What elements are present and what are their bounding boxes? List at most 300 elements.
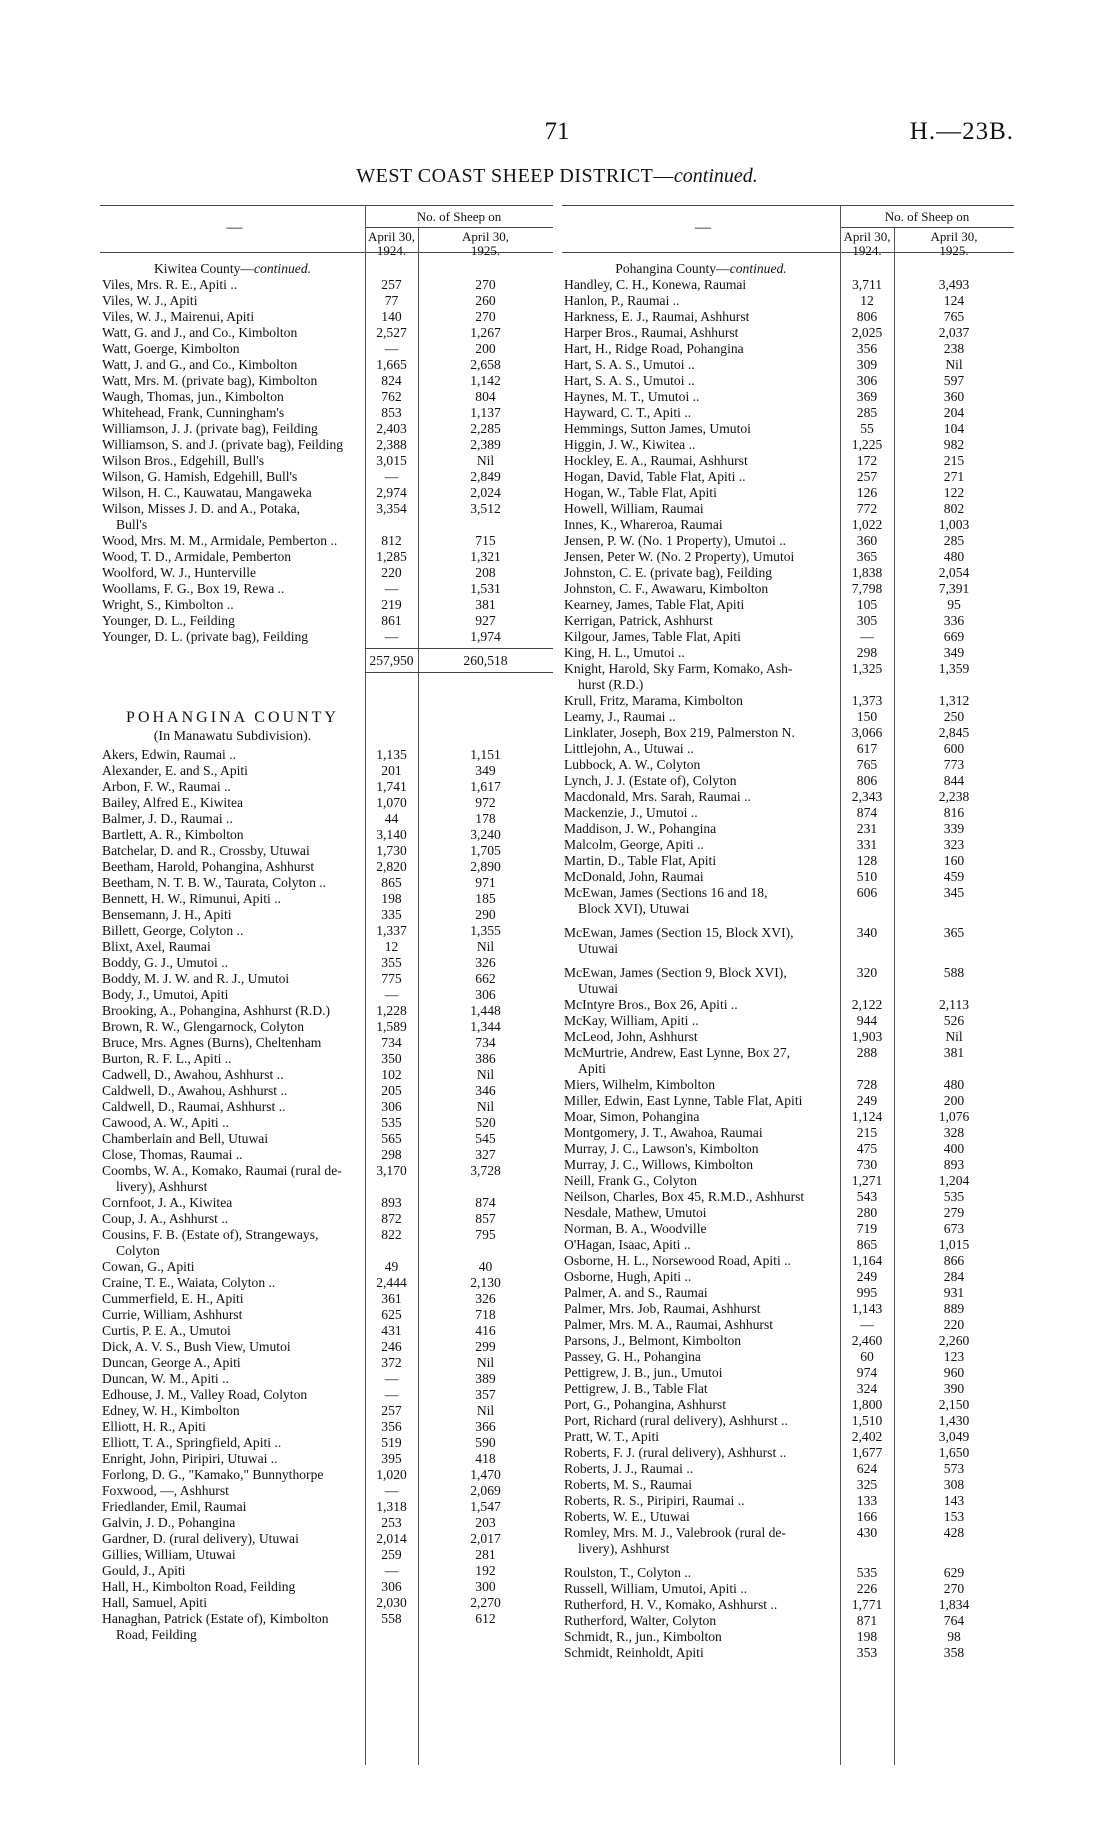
pohangina-row-1924: 1,741 — [376, 779, 407, 794]
pohangina-cont-row-1924: 215 — [856, 1125, 878, 1140]
kiwitea-row — [100, 277, 553, 293]
pohangina-row-1924: 246 — [381, 1339, 402, 1354]
pohangina-row-1925: 366 — [475, 1419, 496, 1434]
pohangina-cont-row-1924: 133 — [856, 1493, 878, 1508]
pohangina-cont-row-1924: 1,510 — [851, 1413, 883, 1428]
pohangina-cont-row-name: McDonald, John, Raumai — [564, 869, 704, 884]
pohangina-cont-row-1924: 2,122 — [851, 997, 883, 1012]
pohangina-cont-row — [562, 501, 1014, 517]
kiwitea-row — [100, 437, 553, 453]
kiwitea-row-name: Wilson, G. Hamish, Edgehill, Bull's — [102, 469, 298, 484]
kiwitea-row-1925: 1,142 — [470, 373, 501, 388]
pohangina-cont-row — [562, 309, 1014, 325]
pohangina-row-1924: 49 — [384, 1259, 399, 1274]
kiwitea-row-name: Whitehead, Frank, Cunningham's — [102, 405, 285, 420]
pohangina-row-1925: 795 — [475, 1227, 496, 1242]
pohangina-cont-row — [562, 1645, 1014, 1661]
pohangina-cont-row-name: Miller, Edwin, East Lynne, Table Flat, Apiti — [564, 1093, 803, 1108]
pohangina-cont-row-1924: 55 — [860, 421, 874, 436]
pohangina-cont-row — [562, 821, 1014, 837]
pohangina-cont-row-1924: 974 — [856, 1365, 878, 1380]
pohangina-row — [100, 1563, 553, 1579]
pohangina-row — [100, 1003, 553, 1019]
pohangina-row-name: Friedlander, Emil, Raumai — [102, 1499, 247, 1514]
pohangina-row-1924: 372 — [381, 1355, 402, 1370]
kiwitea-row-name: Woollams, F. G., Box 19, Rewa .. — [102, 581, 285, 596]
pohangina-cont-row — [562, 565, 1014, 581]
pohangina-cont-row — [562, 1253, 1014, 1269]
pohangina-cont-row-1925: 1,015 — [938, 1237, 970, 1252]
pohangina-row-1924: — — [384, 1371, 399, 1386]
pohangina-cont-row-1924: 475 — [856, 1141, 878, 1156]
pohangina-cont-row-name: Port, G., Pohangina, Ashhurst — [564, 1397, 726, 1412]
pohangina-cont-row-1924: 995 — [856, 1285, 878, 1300]
kiwitea-row-1925: 1,267 — [470, 325, 501, 340]
pohangina-cont-row — [562, 613, 1014, 629]
pohangina-cont-row-1924: 231 — [856, 821, 878, 836]
pohangina-row-1925: 192 — [475, 1563, 496, 1578]
pohangina-cont-row — [562, 1613, 1014, 1629]
pohangina-row-1925: 300 — [475, 1579, 496, 1594]
pohangina-cont-row-1925: 1,430 — [938, 1413, 970, 1428]
pohangina-row-1924: 198 — [381, 891, 402, 906]
pohangina-row-1924: 355 — [381, 955, 402, 970]
kiwitea-row — [100, 517, 553, 533]
pohangina-cont-row-1925: Nil — [945, 1029, 963, 1044]
pohangina-cont-row-1924: 1,677 — [851, 1445, 883, 1460]
kiwitea-heading-continued: continued. — [254, 261, 312, 276]
kiwitea-row-1924: 2,388 — [376, 437, 407, 452]
kiwitea-row-1925: 2,285 — [470, 421, 501, 436]
pohangina-row-1924: 2,820 — [376, 859, 407, 874]
pohangina-cont-row-1924: 2,025 — [851, 325, 883, 340]
pohangina-cont-row-1925: 573 — [943, 1461, 965, 1476]
pohangina-cont-row — [562, 1013, 1014, 1029]
pohangina-row — [100, 747, 553, 763]
pohangina-cont-row-1924: 1,903 — [851, 1029, 883, 1044]
page-number: 71 — [544, 118, 570, 145]
pohangina-cont-row-1925: 153 — [943, 1509, 965, 1524]
pohangina-row-name: Caldwell, D., Awahou, Ashhurst .. — [102, 1083, 288, 1098]
kiwitea-row-1925: 1,531 — [470, 581, 501, 596]
pohangina-row-1924: 431 — [381, 1323, 402, 1338]
pohangina-cont-row-name: King, H. L., Umutoi .. — [564, 645, 685, 660]
pohangina-cont-row-1925: 1,003 — [938, 517, 970, 532]
pohangina-row-name: Alexander, E. and S., Apiti — [102, 763, 248, 778]
pohangina-row — [100, 1291, 553, 1307]
pohangina-cont-row — [562, 757, 1014, 773]
pohangina-cont-row-1924: 3,066 — [851, 725, 883, 740]
pohangina-row-1925: 185 — [475, 891, 496, 906]
kiwitea-row-1924: — — [384, 469, 399, 484]
pohangina-cont-row-1924: 305 — [856, 613, 878, 628]
pohangina-cont-row-1924: 944 — [856, 1013, 878, 1028]
pohangina-cont-row-name: Port, Richard (rural delivery), Ashhurst .. — [564, 1413, 788, 1428]
pohangina-cont-row-1925: 400 — [943, 1141, 965, 1156]
pohangina-cont-row-1924: 865 — [856, 1237, 878, 1252]
pohangina-cont-row-name: Handley, C. H., Konewa, Raumai — [564, 277, 747, 292]
pohangina-cont-row-name: Rutherford, Walter, Colyton — [564, 1613, 717, 1628]
pohangina-cont-row-1925: 669 — [943, 629, 965, 644]
pohangina-cont-row-name: Hemmings, Sutton James, Umutoi — [564, 421, 751, 436]
pohangina-cont-row — [562, 357, 1014, 373]
pohangina-row-name: Caldwell, D., Raumai, Ashhurst .. — [102, 1099, 286, 1114]
pohangina-cont-row — [562, 741, 1014, 757]
pohangina-row — [100, 1595, 553, 1611]
pohangina-row-name: Close, Thomas, Raumai .. — [102, 1147, 243, 1162]
pohangina-cont-row-1924: 624 — [856, 1461, 878, 1476]
pohangina-row-1924: — — [384, 1483, 399, 1498]
kiwitea-row-name: Williamson, S. and J. (private bag), Feilding — [102, 437, 344, 452]
pohangina-cont-row-name: Macdonald, Mrs. Sarah, Raumai .. — [564, 789, 751, 804]
pohangina-row-name: Chamberlain and Bell, Utuwai — [102, 1131, 269, 1146]
kiwitea-heading — [100, 261, 365, 277]
pohangina-cont-row-1925: 982 — [943, 437, 965, 452]
pohangina-cont-row-1925: 1,359 — [938, 661, 970, 676]
pohangina-cont-row-1924: — — [860, 629, 874, 644]
kiwitea-row-name: Viles, W. J., Apiti — [102, 293, 198, 308]
total-rule — [365, 648, 553, 649]
kiwitea-row — [100, 549, 553, 565]
pohangina-row-name: Bensemann, J. H., Apiti — [102, 907, 232, 922]
pohangina-row — [100, 1355, 553, 1371]
pohangina-cont-row-name: McKay, William, Apiti .. — [564, 1013, 699, 1028]
pohangina-cont-row-name: McEwan, James (Section 9, Block XVI), — [564, 965, 787, 980]
kiwitea-row-1925: 2,849 — [470, 469, 501, 484]
pohangina-cont-row-1924: 249 — [856, 1093, 878, 1108]
pohangina-row-name: Boddy, G. J., Umutoi .. — [102, 955, 229, 970]
header-group: No. of Sheep on — [416, 209, 502, 224]
pohangina-row-name: Coup, J. A., Ashhurst .. — [102, 1211, 229, 1226]
pohangina-cont-row-name: Roberts, W. E., Utuwai — [564, 1509, 690, 1524]
pohangina-cont-row — [562, 1525, 1014, 1541]
pohangina-cont-row — [562, 1629, 1014, 1645]
pohangina-cont-row-name: Higgin, J. W., Kiwitea .. — [564, 437, 696, 452]
pohangina-row-1925: 357 — [475, 1387, 496, 1402]
kiwitea-row — [100, 629, 553, 645]
pohangina-cont-row-1924: 105 — [856, 597, 878, 612]
pohangina-cont-row-1925: 3,049 — [938, 1429, 970, 1444]
pohangina-row-name: Blixt, Axel, Raumai — [102, 939, 211, 954]
pohangina-cont-row — [562, 645, 1014, 661]
pohangina-cont-row-name: Johnston, C. E. (private bag), Feilding — [564, 565, 773, 580]
pohangina-cont-row — [562, 1093, 1014, 1109]
pohangina-cont-row — [562, 1349, 1014, 1365]
pohangina-row-1924: 519 — [381, 1435, 402, 1450]
pohangina-cont-row — [562, 421, 1014, 437]
pohangina-cont-row-1925: 345 — [943, 885, 965, 900]
pohangina-cont-row-1924: 806 — [856, 309, 878, 324]
pohangina-cont-row — [562, 709, 1014, 725]
pohangina-cont-row — [562, 1509, 1014, 1525]
pohangina-row-name: Currie, William, Ashhurst — [102, 1307, 243, 1322]
pohangina-cont-row-name: Roberts, F. J. (rural delivery), Ashhurst .. — [564, 1445, 787, 1460]
pohangina-row-1925: 2,130 — [470, 1275, 501, 1290]
pohangina-cont-row-1925: 95 — [947, 597, 961, 612]
pohangina-row — [100, 1307, 553, 1323]
pohangina-cont-row-name: Kearney, James, Table Flat, Apiti — [564, 597, 745, 612]
pohangina-row-1924: 1,228 — [376, 1003, 407, 1018]
pohangina-cont-row-1925: 2,037 — [938, 325, 970, 340]
pohangina-row-1925: 3,240 — [470, 827, 501, 842]
pohangina-row — [100, 1547, 553, 1563]
pohangina-cont-row-name: Jensen, Peter W. (No. 2 Property), Umutoi — [564, 549, 795, 564]
pohangina-row-1925: 281 — [475, 1547, 496, 1562]
pohangina-cont-row-1925: 323 — [943, 837, 965, 852]
pohangina-cont-row-1924: 1,771 — [851, 1597, 883, 1612]
pohangina-row — [100, 1115, 553, 1131]
header-col-1925-line2: 1925. — [470, 243, 501, 258]
kiwitea-row-1925: 2,389 — [470, 437, 501, 452]
header-dash: — — [695, 219, 711, 236]
kiwitea-row-1925: 270 — [475, 309, 496, 324]
pohangina-row-name: Bartlett, A. R., Kimbolton — [102, 827, 244, 842]
kiwitea-row-1925: Nil — [476, 453, 495, 468]
table-top-rule — [100, 205, 553, 206]
pohangina-cont-row — [562, 941, 1014, 957]
pohangina-cont-row-1924: 226 — [856, 1581, 878, 1596]
pohangina-row-name: Bennett, H. W., Rimunui, Apiti .. — [102, 891, 281, 906]
pohangina-row-1925: Nil — [476, 1403, 495, 1418]
pohangina-cont-row — [562, 485, 1014, 501]
pohangina-cont-row-1924: 1,022 — [851, 517, 883, 532]
pohangina-cont-row-1924: 257 — [856, 469, 878, 484]
pohangina-cont-row-1924: 728 — [856, 1077, 878, 1092]
header-col-1925-line1: April 30, — [462, 229, 509, 244]
kiwitea-row-1924: 812 — [381, 533, 402, 548]
pohangina-cont-row-1925: 215 — [943, 453, 965, 468]
pohangina-row-1924: 893 — [381, 1195, 402, 1210]
kiwitea-row-name: Williamson, J. J. (private bag), Feilding — [102, 421, 318, 436]
pohangina-cont-row — [562, 1413, 1014, 1429]
pohangina-cont-row — [562, 1189, 1014, 1205]
pohangina-cont-row — [562, 549, 1014, 565]
pohangina-cont-row-name: Neilson, Charles, Box 45, R.M.D., Ashhurst — [564, 1189, 805, 1204]
pohangina-row-1925: 386 — [475, 1051, 496, 1066]
pohangina-cont-row-1924: 871 — [856, 1613, 878, 1628]
pohangina-cont-row-1924: 1,225 — [851, 437, 883, 452]
pohangina-cont-row — [562, 437, 1014, 453]
pohangina-cont-row-1925: 339 — [943, 821, 965, 836]
pohangina-cont-row-name: hurst (R.D.) — [578, 677, 644, 692]
pohangina-cont-row — [562, 1445, 1014, 1461]
pohangina-row-1924: 102 — [381, 1067, 402, 1082]
pohangina-cont-row-1924: 1,143 — [851, 1301, 883, 1316]
pohangina-cont-row-1925: 2,260 — [938, 1333, 970, 1348]
pohangina-row-1924: 734 — [381, 1035, 402, 1050]
kiwitea-row-name: Younger, D. L. (private bag), Feilding — [102, 629, 309, 644]
pohangina-cont-row-1925: 365 — [943, 925, 965, 940]
pohangina-row-name: Beetham, N. T. B. W., Taurata, Colyton .. — [102, 875, 327, 890]
pohangina-row-name: Cowan, G., Apiti — [102, 1259, 195, 1274]
pohangina-cont-row-1925: 480 — [943, 1077, 965, 1092]
pohangina-cont-row — [562, 837, 1014, 853]
pohangina-row-name: Edhouse, J. M., Valley Road, Colyton — [102, 1387, 308, 1402]
pohangina-cont-row — [562, 293, 1014, 309]
pohangina-cont-row — [562, 405, 1014, 421]
kiwitea-row — [100, 421, 553, 437]
pohangina-cont-row-name: Linklater, Joseph, Box 219, Palmerston N. — [564, 725, 795, 740]
pohangina-cont-row-1925: 220 — [943, 1317, 965, 1332]
pohangina-cont-row — [562, 693, 1014, 709]
kiwitea-row — [100, 293, 553, 309]
pohangina-cont-row-1924: 172 — [856, 453, 878, 468]
pohangina-row-name: Body, J., Umutoi, Apiti — [102, 987, 229, 1002]
kiwitea-row-1925: 1,321 — [470, 549, 501, 564]
pohangina-cont-row-1925: 381 — [943, 1045, 965, 1060]
pohangina-cont-row — [562, 869, 1014, 885]
pohangina-cont-row-1924: 430 — [856, 1525, 878, 1540]
pohangina-cont-row — [562, 677, 1014, 693]
pohangina-cont-row-name: Jensen, P. W. (No. 1 Property), Umutoi .. — [564, 533, 787, 548]
pohangina-cont-row — [562, 1109, 1014, 1125]
pohangina-cont-row-1924: 298 — [856, 645, 878, 660]
kiwitea-row — [100, 357, 553, 373]
pohangina-cont-row-1924: 606 — [856, 885, 878, 900]
pohangina-cont-row-1924: 1,373 — [851, 693, 883, 708]
pohangina-cont-row-name: Roberts, M. S., Raumai — [564, 1477, 693, 1492]
pohangina-row-name: Brooking, A., Pohangina, Ashhurst (R.D.) — [102, 1003, 331, 1018]
pohangina-cont-row — [562, 773, 1014, 789]
kiwitea-row-1924: 2,974 — [376, 485, 407, 500]
kiwitea-row-1925: 804 — [475, 389, 496, 404]
pohangina-row — [100, 827, 553, 843]
pohangina-cont-row-1924: 128 — [856, 853, 878, 868]
pohangina-cont-row — [562, 901, 1014, 917]
pohangina-cont-row — [562, 1221, 1014, 1237]
pohangina-cont-row-1925: 7,391 — [938, 581, 970, 596]
pohangina-row — [100, 1579, 553, 1595]
pohangina-cont-row-1924: 280 — [856, 1205, 878, 1220]
pohangina-cont-row-1925: 960 — [943, 1365, 965, 1380]
pohangina-cont-row-name: Osborne, H. L., Norsewood Road, Apiti .. — [564, 1253, 791, 1268]
pohangina-cont-row-1925: 390 — [943, 1381, 965, 1396]
pohangina-cont-row-1925: 1,076 — [938, 1109, 970, 1124]
pohangina-cont-row-1924: 166 — [856, 1509, 878, 1524]
kiwitea-row — [100, 613, 553, 629]
kiwitea-row — [100, 389, 553, 405]
pohangina-row — [100, 1147, 553, 1163]
pohangina-cont-row-name: Kerrigan, Patrick, Ashhurst — [564, 613, 713, 628]
pohangina-row — [100, 1051, 553, 1067]
pohangina-cont-row — [562, 981, 1014, 997]
pohangina-row — [100, 779, 553, 795]
pohangina-row-1924: 395 — [381, 1451, 402, 1466]
pohangina-cont-row — [562, 453, 1014, 469]
pohangina-row-name: livery), Ashhurst — [116, 1179, 208, 1194]
pohangina-row-1924: — — [384, 1563, 399, 1578]
pohangina-cont-row — [562, 597, 1014, 613]
pohangina-row-name: Hanaghan, Patrick (Estate of), Kimbolton — [102, 1611, 329, 1626]
kiwitea-row — [100, 325, 553, 341]
pohangina-row-name: Gillies, William, Utuwai — [102, 1547, 236, 1562]
kiwitea-row-name: Watt, Goerge, Kimbolton — [102, 341, 240, 356]
left-table — [100, 205, 553, 1825]
pohangina-cont-row-name: Johnston, C. F., Awawaru, Kimbolton — [564, 581, 769, 596]
pohangina-cont-row — [562, 1141, 1014, 1157]
pohangina-row-1925: 306 — [475, 987, 496, 1002]
pohangina-row-1925: 2,017 — [470, 1531, 501, 1546]
pohangina-cont-row-name: Maddison, J. W., Pohangina — [564, 821, 717, 836]
pohangina-row-1924: 1,020 — [376, 1467, 407, 1482]
pohangina-row — [100, 1067, 553, 1083]
kiwitea-total-1925: 260,518 — [463, 653, 508, 668]
kiwitea-row — [100, 453, 553, 469]
pohangina-cont-row-1924: 543 — [856, 1189, 878, 1204]
pohangina-row — [100, 1339, 553, 1355]
pohangina-cont-row-name: O'Hagan, Isaac, Apiti .. — [564, 1237, 691, 1252]
pohangina-cont-row-1925: 2,238 — [938, 789, 970, 804]
header-col-1925-line1: April 30, — [930, 229, 978, 244]
pohangina-cont-row-name: McIntyre Bros., Box 26, Apiti .. — [564, 997, 738, 1012]
pohangina-cont-row — [562, 1205, 1014, 1221]
pohangina-cont-row-name: livery), Ashhurst — [578, 1541, 670, 1556]
pohangina-cont-row — [562, 1581, 1014, 1597]
pohangina-cont-row — [562, 1045, 1014, 1061]
pohangina-row — [100, 843, 553, 859]
pohangina-row-1924: 1,070 — [376, 795, 407, 810]
pohangina-cont-row-name: Russell, William, Umutoi, Apiti .. — [564, 1581, 748, 1596]
subheader-rule — [840, 227, 1014, 228]
pohangina-cont-row-1925: 765 — [943, 309, 965, 324]
pohangina-cont-row-name: Nesdale, Mathew, Umutoi — [564, 1205, 707, 1220]
pohangina-cont-row-name: Harkness, E. J., Raumai, Ashhurst — [564, 309, 750, 324]
pohangina-cont-row-name: Lubbock, A. W., Colyton — [564, 757, 701, 772]
pohangina-row-1924: 625 — [381, 1307, 402, 1322]
header-col-1925 — [418, 230, 553, 258]
pohangina-row-1925: Nil — [476, 1099, 495, 1114]
pohangina-row-name: Hall, H., Kimbolton Road, Feilding — [102, 1579, 296, 1594]
pohangina-row — [100, 875, 553, 891]
pohangina-cont-row-1924: 1,800 — [851, 1397, 883, 1412]
pohangina-cont-row-name: Littlejohn, A., Utuwai .. — [564, 741, 694, 756]
kiwitea-row-name: Wright, S., Kimbolton .. — [102, 597, 234, 612]
kiwitea-row-1924: 219 — [381, 597, 402, 612]
kiwitea-total-1924: 257,950 — [369, 653, 414, 668]
pohangina-row-1924: 44 — [384, 811, 399, 826]
pohangina-cont-row-1925: 104 — [943, 421, 965, 436]
pohangina-cont-row-1925: 238 — [943, 341, 965, 356]
pohangina-row-1925: 326 — [475, 955, 496, 970]
pohangina-cont-row-name: Leamy, J., Raumai .. — [564, 709, 676, 724]
pohangina-cont-row-1925: Nil — [945, 357, 963, 372]
pohangina-row-1925: Nil — [476, 939, 495, 954]
pohangina-cont-row-name: McEwan, James (Sections 16 and 18, — [564, 885, 768, 900]
pohangina-cont-row-1925: 336 — [943, 613, 965, 628]
pohangina-cont-row-1925: 844 — [943, 773, 965, 788]
kiwitea-row-name: Wood, T. D., Armidale, Pemberton — [102, 549, 292, 564]
pohangina-cont-row-name: Martin, D., Table Flat, Apiti — [564, 853, 717, 868]
pohangina-row-1924: 1,337 — [376, 923, 407, 938]
pohangina-row — [100, 1403, 553, 1419]
pohangina-row-name: Cornfoot, J. A., Kiwitea — [102, 1195, 233, 1210]
pohangina-cont-row — [562, 373, 1014, 389]
pohangina-cont-row-name: Hart, S. A. S., Umutoi .. — [564, 373, 695, 388]
pohangina-heading: POHANGINA COUNTY — [126, 709, 339, 726]
kiwitea-row-1925: 927 — [475, 613, 496, 628]
pohangina-cont-row-1925: 816 — [943, 805, 965, 820]
kiwitea-row-name: Watt, J. and G., and Co., Kimbolton — [102, 357, 298, 372]
pohangina-cont-row — [562, 1061, 1014, 1077]
pohangina-cont-row-name: Pettigrew, J. B., Table Flat — [564, 1381, 708, 1396]
pohangina-row-name: Batchelar, D. and R., Crossby, Utuwai — [102, 843, 310, 858]
pohangina-cont-row-1925: 2,113 — [938, 997, 970, 1012]
page-title — [0, 165, 1114, 188]
kiwitea-row-name: Viles, Mrs. R. E., Apiti .. — [102, 277, 238, 292]
pohangina-cont-row-1925: 1,834 — [938, 1597, 970, 1612]
pohangina-row-1924: — — [384, 1387, 399, 1402]
pohangina-cont-row-1924: 360 — [856, 533, 878, 548]
